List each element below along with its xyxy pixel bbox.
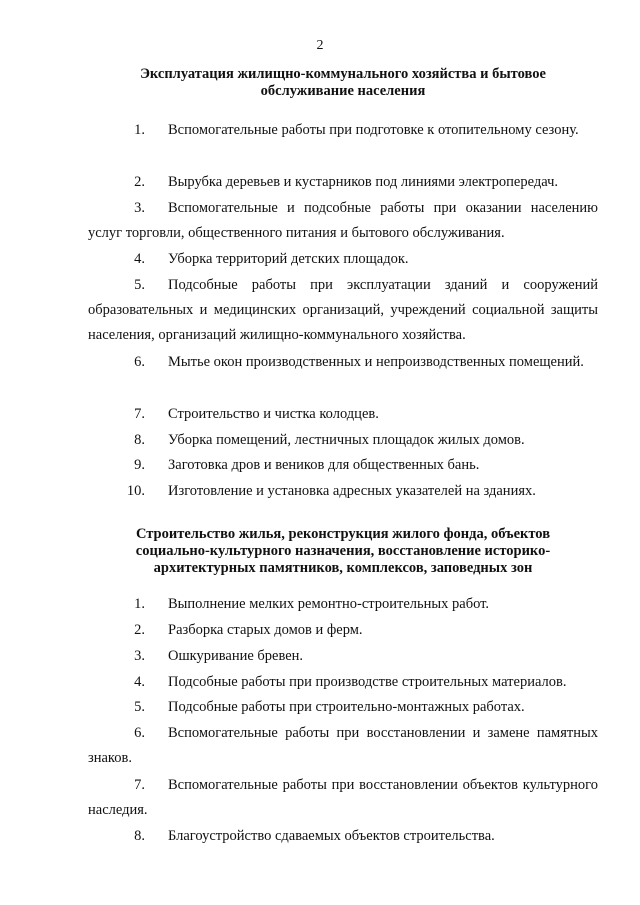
item-number: 7. xyxy=(134,777,145,793)
item-number: 1. xyxy=(134,596,145,612)
list-item xyxy=(88,670,598,695)
item-number: 4. xyxy=(134,251,145,267)
item-number: 8. xyxy=(134,432,145,448)
list-item xyxy=(88,695,598,720)
list-item xyxy=(88,350,598,375)
list-item xyxy=(88,196,598,246)
item-text: Разборка старых домов и ферм. xyxy=(168,622,363,638)
item-number: 2. xyxy=(134,174,145,190)
item-number: 5. xyxy=(134,277,145,293)
item-text: Уборка помещений, лестничных площадок жилых домов. xyxy=(168,432,525,448)
section-title-line: социально-культурного назначения, восстановление историко- xyxy=(135,543,551,559)
list-item xyxy=(88,479,598,504)
section-title-line: Строительство жилья, реконструкция жилого фонда, объектов xyxy=(135,526,551,542)
item-text: Изготовление и установка адресных указателей на зданиях. xyxy=(168,483,536,499)
item-number: 3. xyxy=(134,648,145,664)
section-title-line: обслуживание населения xyxy=(260,83,426,99)
item-text: Благоустройство сдаваемых объектов строительства. xyxy=(168,828,495,844)
list-item xyxy=(88,592,598,617)
item-number: 6. xyxy=(134,725,145,741)
item-text: Заготовка дров и веников для общественных бань. xyxy=(168,457,480,473)
section-title-housing-utilities xyxy=(88,66,598,100)
item-text: Вспомогательные и подсобные работы при оказании населению услуг торговли, общественного питания и бытового обслуживания. xyxy=(88,200,598,241)
list-item xyxy=(88,618,598,643)
list-item xyxy=(88,402,598,427)
section-title-line: Эксплуатация жилищно-коммунального хозяйства и бытовое xyxy=(140,66,546,82)
item-text: Строительство и чистка колодцев. xyxy=(168,406,379,422)
item-text: Подсобные работы при строительно-монтажных работах. xyxy=(168,699,525,715)
item-text: Вспомогательные работы при подготовке к отопительному сезону. xyxy=(168,122,579,138)
item-text: Подсобные работы при эксплуатации зданий и сооружений образовательных и медицинских организаций, учреждений социальной защиты населения, организаций жилищно-коммунального хозяйства. xyxy=(88,277,598,343)
list-item xyxy=(88,118,598,143)
list-item xyxy=(88,453,598,478)
item-text: Подсобные работы при производстве строительных материалов. xyxy=(168,674,567,690)
list-item xyxy=(88,428,598,453)
item-number: 8. xyxy=(134,828,145,844)
item-number: 1. xyxy=(134,122,145,138)
item-number: 9. xyxy=(134,457,145,473)
list-item xyxy=(88,824,598,849)
list-item xyxy=(88,170,598,195)
item-number: 2. xyxy=(134,622,145,638)
item-number: 10. xyxy=(126,483,145,499)
list-item xyxy=(88,644,598,669)
item-number: 3. xyxy=(134,200,145,216)
item-text: Вспомогательные работы при восстановлении и замене памятных знаков. xyxy=(88,725,598,766)
item-text: Уборка территорий детских площадок. xyxy=(168,251,409,267)
item-text: Вспомогательные работы при восстановлении объектов культурного наследия. xyxy=(88,777,598,818)
item-number: 5. xyxy=(134,699,145,715)
list-item xyxy=(88,721,598,771)
section-title-line: архитектурных памятников, комплексов, заповедных зон xyxy=(153,560,533,576)
list-item xyxy=(88,773,598,823)
item-text: Вырубка деревьев и кустарников под линиями электропередач. xyxy=(168,174,558,190)
item-number: 4. xyxy=(134,674,145,690)
item-text: Ошкуривание бревен. xyxy=(168,648,304,664)
item-text: Выполнение мелких ремонтно-строительных работ. xyxy=(168,596,490,612)
page-number: 2 xyxy=(316,38,324,53)
list-item xyxy=(88,273,598,348)
item-number: 6. xyxy=(134,354,145,370)
section-title-construction xyxy=(88,526,598,577)
item-text: Мытье окон производственных и непроизводственных помещений. xyxy=(168,354,584,370)
item-number: 7. xyxy=(134,406,145,422)
list-item xyxy=(88,247,598,272)
